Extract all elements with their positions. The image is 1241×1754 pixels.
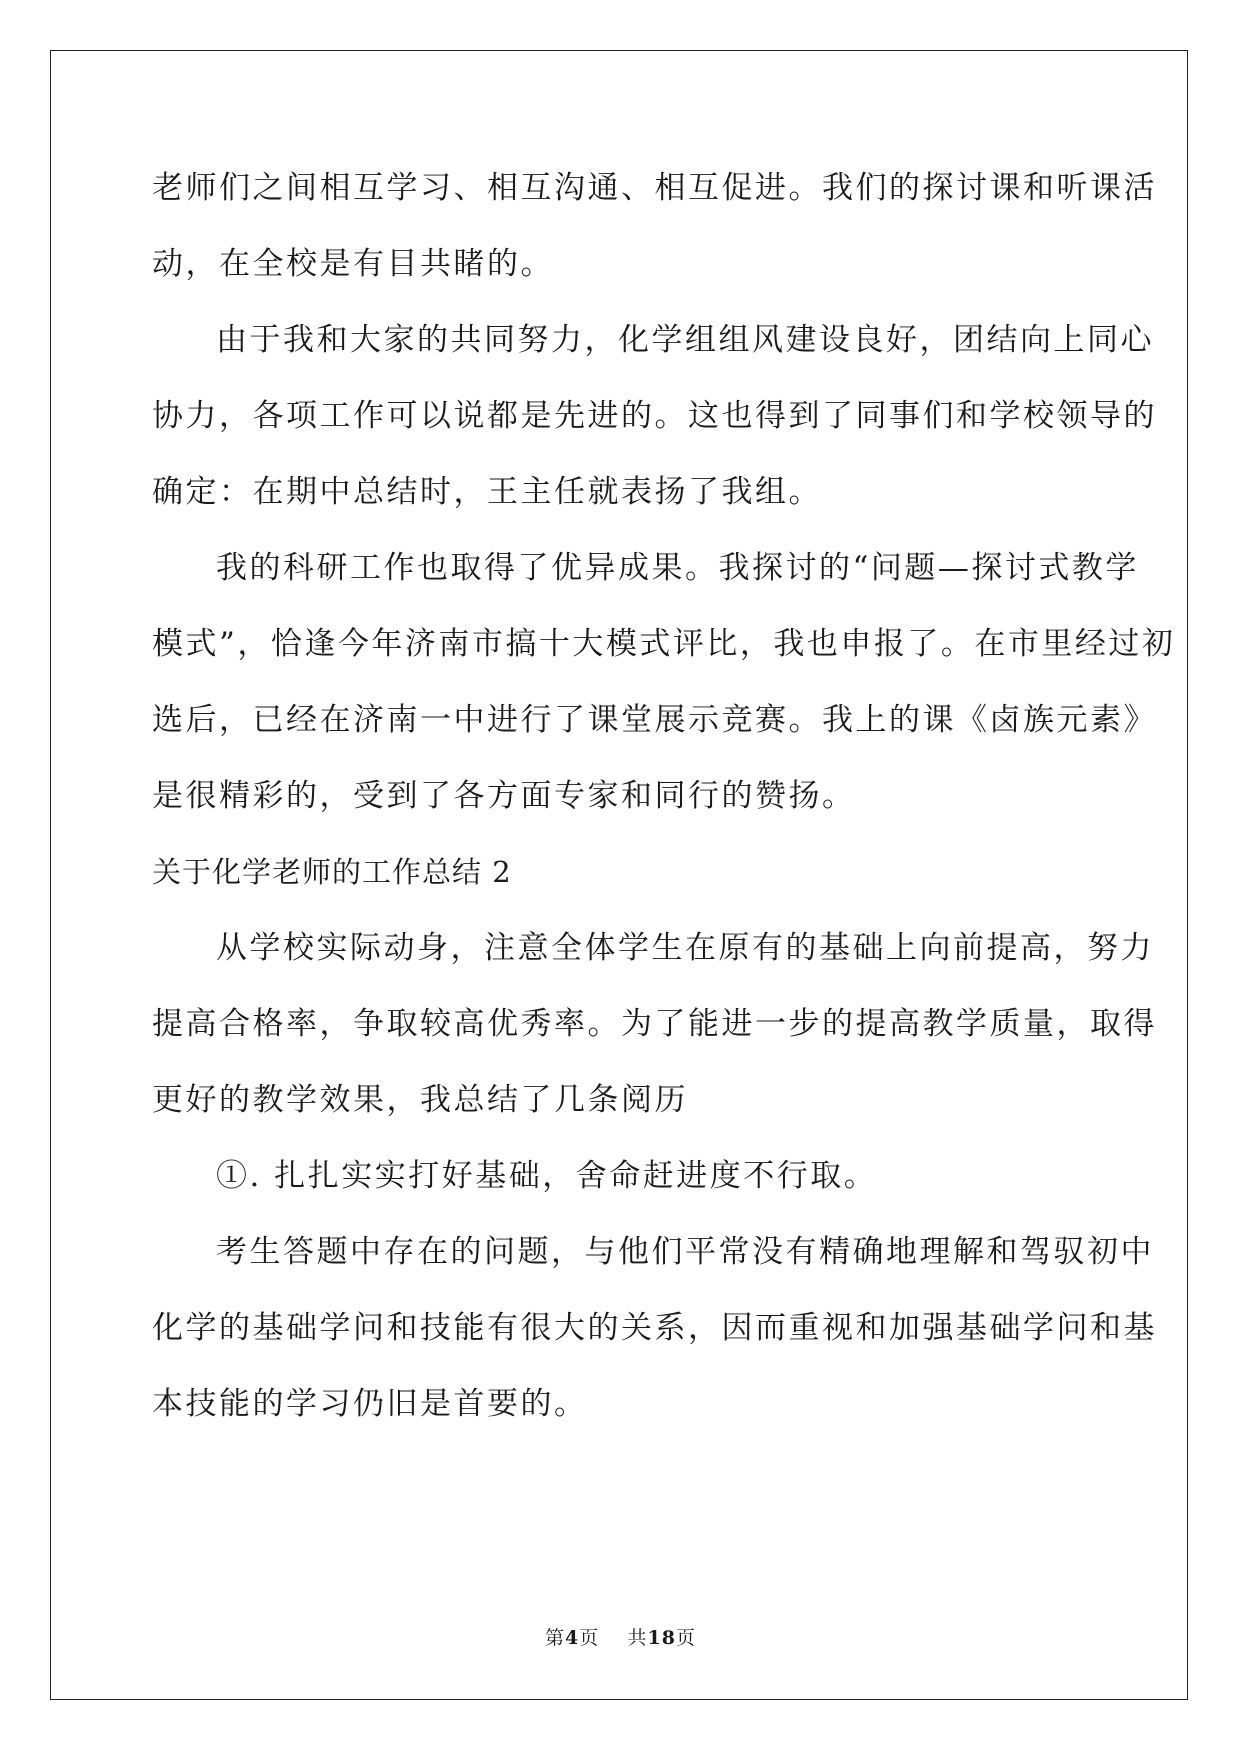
text-line: 提高合格率，争取较高优秀率。为了能进一步的提高教学质量，取得	[152, 1006, 1157, 1042]
total-pages: 18	[647, 1627, 676, 1649]
text-line: 化学的基础学问和技能有很大的关系，因而重视和加强基础学问和基	[152, 1310, 1157, 1346]
text-line: 是很精彩的，受到了各方面专家和同行的赞扬。	[152, 778, 856, 814]
text-line: 更好的教学效果，我总结了几条阅历	[152, 1082, 688, 1118]
text-line: 动，在全校是有目共睹的。	[152, 246, 554, 282]
text-line: 选后，已经在济南一中进行了课堂展示竞赛。我上的课《卤族元素》	[152, 702, 1157, 738]
page-footer	[0, 1623, 1241, 1650]
text-line: 从学校实际动身，注意全体学生在原有的基础上向前提高，努力	[216, 930, 1154, 966]
text-line: 确定：在期中总结时，王主任就表扬了我组。	[152, 474, 822, 510]
text-line: 协力，各项工作可以说都是先进的。这也得到了同事们和学校领导的	[152, 398, 1157, 434]
page-number: 4	[565, 1627, 580, 1649]
text-line: 由于我和大家的共同努力，化学组组风建设良好，团结向上同心	[216, 322, 1154, 358]
document-body	[152, 150, 1176, 1442]
page-prefix: 第	[545, 1627, 566, 1649]
total-prefix: 共	[627, 1627, 648, 1649]
text-line: 我的科研工作也取得了优异成果。我探讨的“问题—探讨式教学	[216, 550, 1139, 586]
section-title: 关于化学老师的工作总结 2	[152, 855, 512, 889]
text-line: 本技能的学习仍旧是首要的。	[152, 1386, 588, 1422]
text-line: 考生答题中存在的问题，与他们平常没有精确地理解和驾驭初中	[216, 1234, 1154, 1270]
total-suffix: 页	[675, 1627, 696, 1649]
text-line: 模式”，恰逢今年济南市搞十大模式评比，我也申报了。在市里经过初	[152, 626, 1176, 662]
page-suffix: 页	[579, 1627, 600, 1649]
text-line: 老师们之间相互学习、相互沟通、相互促进。我们的探讨课和听课活	[152, 170, 1157, 206]
text-line: ①. 扎扎实实打好基础，舍命赶进度不行取。	[216, 1158, 878, 1194]
